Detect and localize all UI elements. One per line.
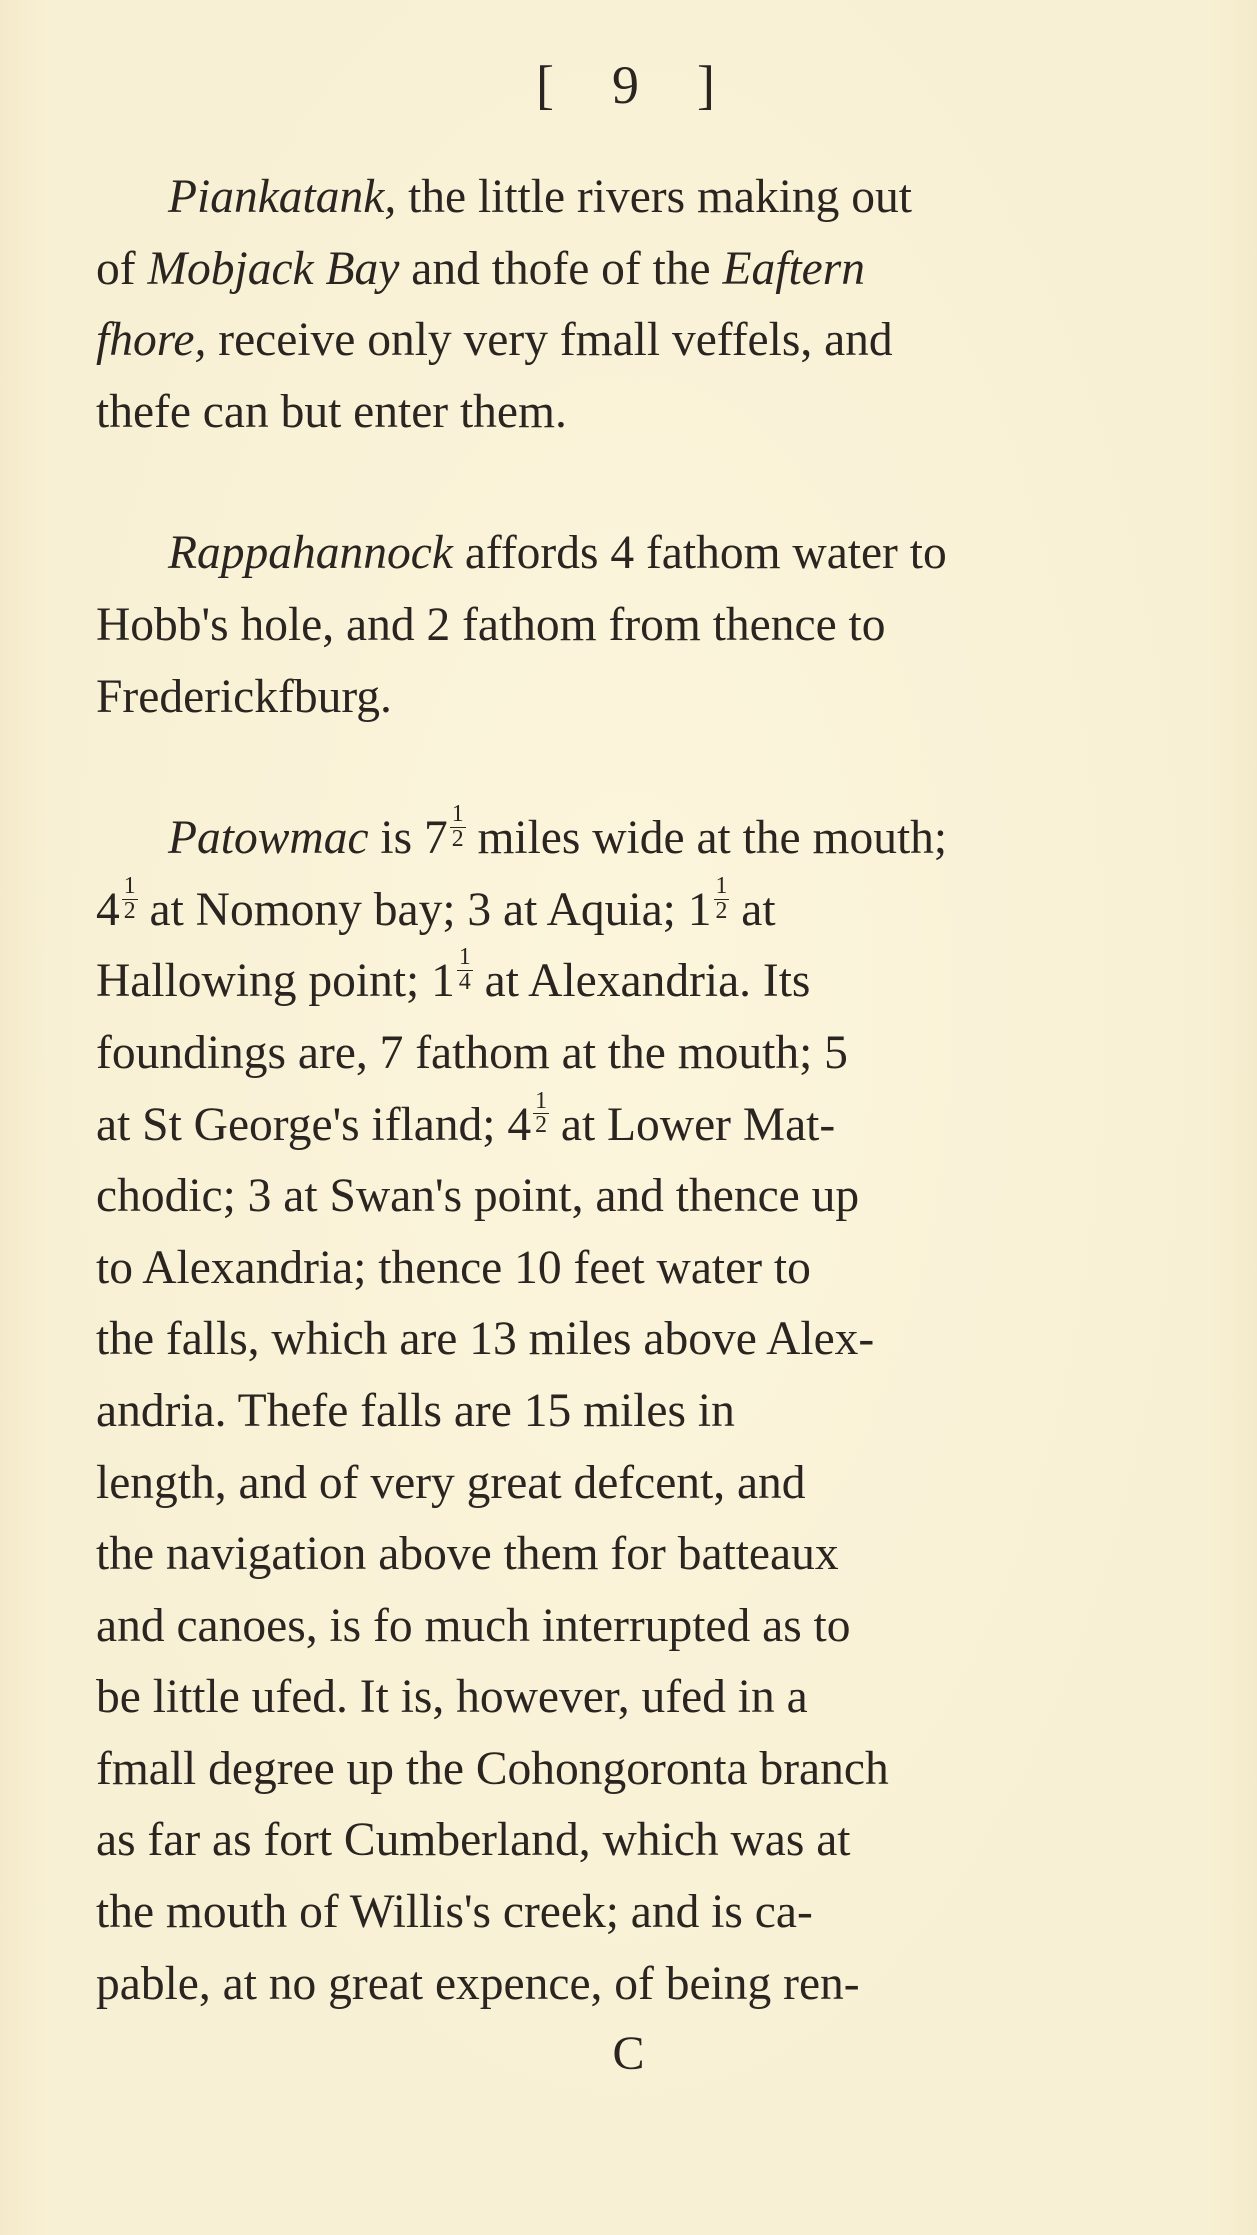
text-line: fmall degree up the Cohongoronta branch <box>96 1742 889 1795</box>
body-text <box>96 162 1076 2020</box>
text-line: pable, at no great expence, of being ren- <box>96 1957 860 2010</box>
text-line: to Alexandria; thence 10 feet water to <box>96 1241 811 1294</box>
bracket-right: ] <box>697 55 721 115</box>
bracket-left: [ <box>536 55 560 115</box>
text-line: as far as fort Cumberland, which was at <box>96 1814 851 1867</box>
fraction: $\frac{1}{4}$ <box>458 944 471 996</box>
fraction: $\frac{1}{2}$ <box>123 872 136 924</box>
text-line: Frederickfburg. <box>96 670 392 723</box>
text-line: Piankatank, the little rivers making out <box>168 171 913 223</box>
text-line: of Mobjack Bay and thofe of the Eaftern <box>96 242 865 295</box>
text-line: chodic; 3 at Swan's point, and thence up <box>96 1170 860 1223</box>
text-line: Hobb's hole, and 2 fathom from thence to <box>96 598 886 651</box>
paragraph-3 <box>96 803 1076 2020</box>
text-line: be little ufed. It is, however, ufed in a <box>96 1671 808 1724</box>
text-line: foundings are, 7 fathom at the mouth; 5 <box>96 1026 848 1079</box>
paragraph-2 <box>96 518 1076 733</box>
text-line: and canoes, is fo much interrupted as to <box>96 1599 851 1652</box>
text-line: the mouth of Willis's creek; and is ca- <box>96 1886 813 1939</box>
text-line: fhore, receive only very fmall veffels, and <box>96 314 893 367</box>
text-line: Patowmac is 7 $\frac{1}{2}$ miles wide at the mouth; <box>168 801 948 865</box>
fraction: $\frac{1}{2}$ <box>451 801 464 853</box>
text-line: andria. Thefe falls are 15 miles in <box>96 1384 735 1437</box>
paragraph-1 <box>96 162 1076 448</box>
text-line: length, and of very great defcent, and <box>96 1456 806 1509</box>
text-line: Rappahannock affords 4 fathom water to <box>168 527 947 580</box>
text-line: Hallowing point; 1 $\frac{1}{4}$ at Alexandria. Its <box>96 944 811 1008</box>
text-line: thefe can but enter them. <box>96 385 567 438</box>
text-line: 4 $\frac{1}{2}$ at Nomony bay; 3 at Aquia; 1 $\frac{1}{2}$ at <box>96 872 776 936</box>
signature-mark: C <box>612 2027 645 2080</box>
page-header <box>0 55 1257 115</box>
fraction: $\frac{1}{2}$ <box>715 872 728 924</box>
page-number: 9 <box>612 55 645 115</box>
text-line: the navigation above them for batteaux <box>96 1528 839 1581</box>
fraction: $\frac{1}{2}$ <box>535 1087 547 1139</box>
text-line: the falls, which are 13 miles above Alex- <box>96 1313 875 1366</box>
text-line: at St George's ifland; 4 $\frac{1}{2}$ at Lower Mat- <box>96 1087 836 1151</box>
